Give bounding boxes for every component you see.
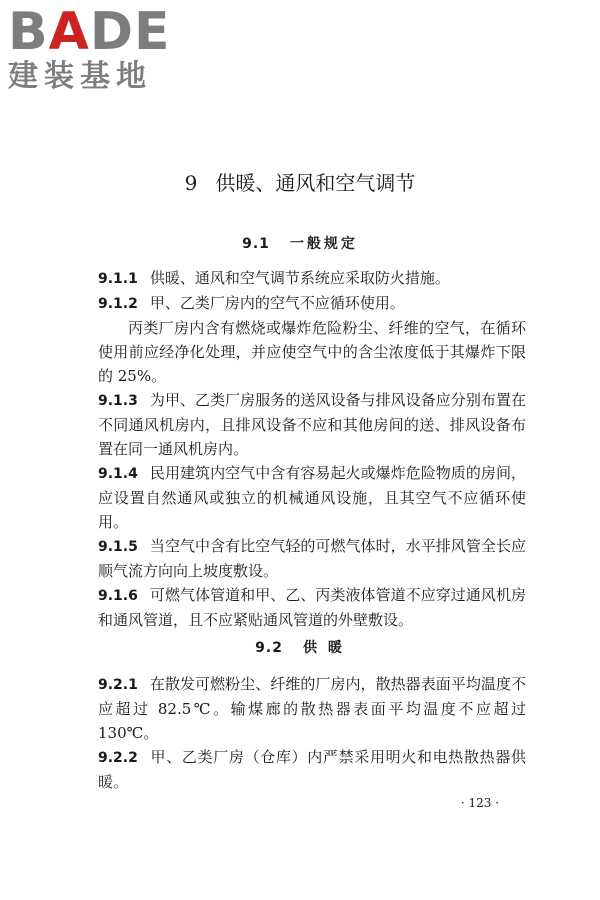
clause-9-2-2: 9.2.2 甲、乙类厂房（仓库）内严禁采用明火和电热散热器供暖。 — [98, 748, 526, 791]
clause-9-1-5: 9.1.5 当空气中含有比空气轻的可燃气体时，水平排风管全长应顺气流方向向上坡度敷设。 — [98, 537, 526, 580]
section-title: 一般规定 — [289, 236, 358, 252]
clause-9-2-1: 9.2.1 在散发可燃粉尘、纤维的厂房内，散热器表面平均温度不应超过 82.5℃。输煤廊的散热器表面平均温度不应超过 130℃。 — [98, 675, 526, 742]
section-body-9-1 — [98, 266, 526, 632]
section-body-9-2 — [98, 672, 526, 794]
logo-subtitle: 建装基地 — [8, 59, 152, 94]
bade-logo — [8, 2, 178, 94]
section-number: 9.2 — [255, 640, 283, 656]
section-heading-9-1 — [0, 234, 600, 254]
clause-9-1-2: 9.1.2 甲、乙类厂房内的空气不应循环使用。 — [98, 294, 405, 312]
chapter-number: 9 — [184, 171, 198, 195]
clause-9-1-1: 9.1.1 供暖、通风和空气调节系统应采取防火措施。 — [98, 269, 450, 287]
section-number: 9.1 — [242, 236, 270, 252]
chapter-heading — [0, 170, 600, 196]
section-heading-9-2 — [0, 638, 600, 658]
clause-9-1-2-paragraph: 丙类厂房内含有燃烧或爆炸危险粉尘、纤维的空气，在循环使用前应经净化处理，并应使空气中的含尘浓度低于其爆炸下限的 25%。 — [98, 319, 526, 385]
clause-9-1-3: 9.1.3 为甲、乙类厂房服务的送风设备与排风设备应分别布置在不同通风机房内，且排风设备不应和其他房间的送、排风设备布置在同一通风机房内。 — [98, 391, 526, 458]
clause-9-1-6: 9.1.6 可燃气体管道和甲、乙、丙类液体管道不应穿过通风机房和通风管道，且不应紧贴通风管道的外壁敷设。 — [98, 586, 526, 629]
page-number: · 123 · — [460, 796, 500, 810]
logo-wordmark: BADE — [8, 2, 171, 62]
section-title: 供 暖 — [302, 640, 345, 656]
chapter-title: 供暖、通风和空气调节 — [215, 171, 416, 195]
clause-9-1-4: 9.1.4 民用建筑内空气中含有容易起火或爆炸危险物质的房间，应设置自然通风或独立的机械通风设施，且其空气不应循环使用。 — [98, 464, 526, 531]
